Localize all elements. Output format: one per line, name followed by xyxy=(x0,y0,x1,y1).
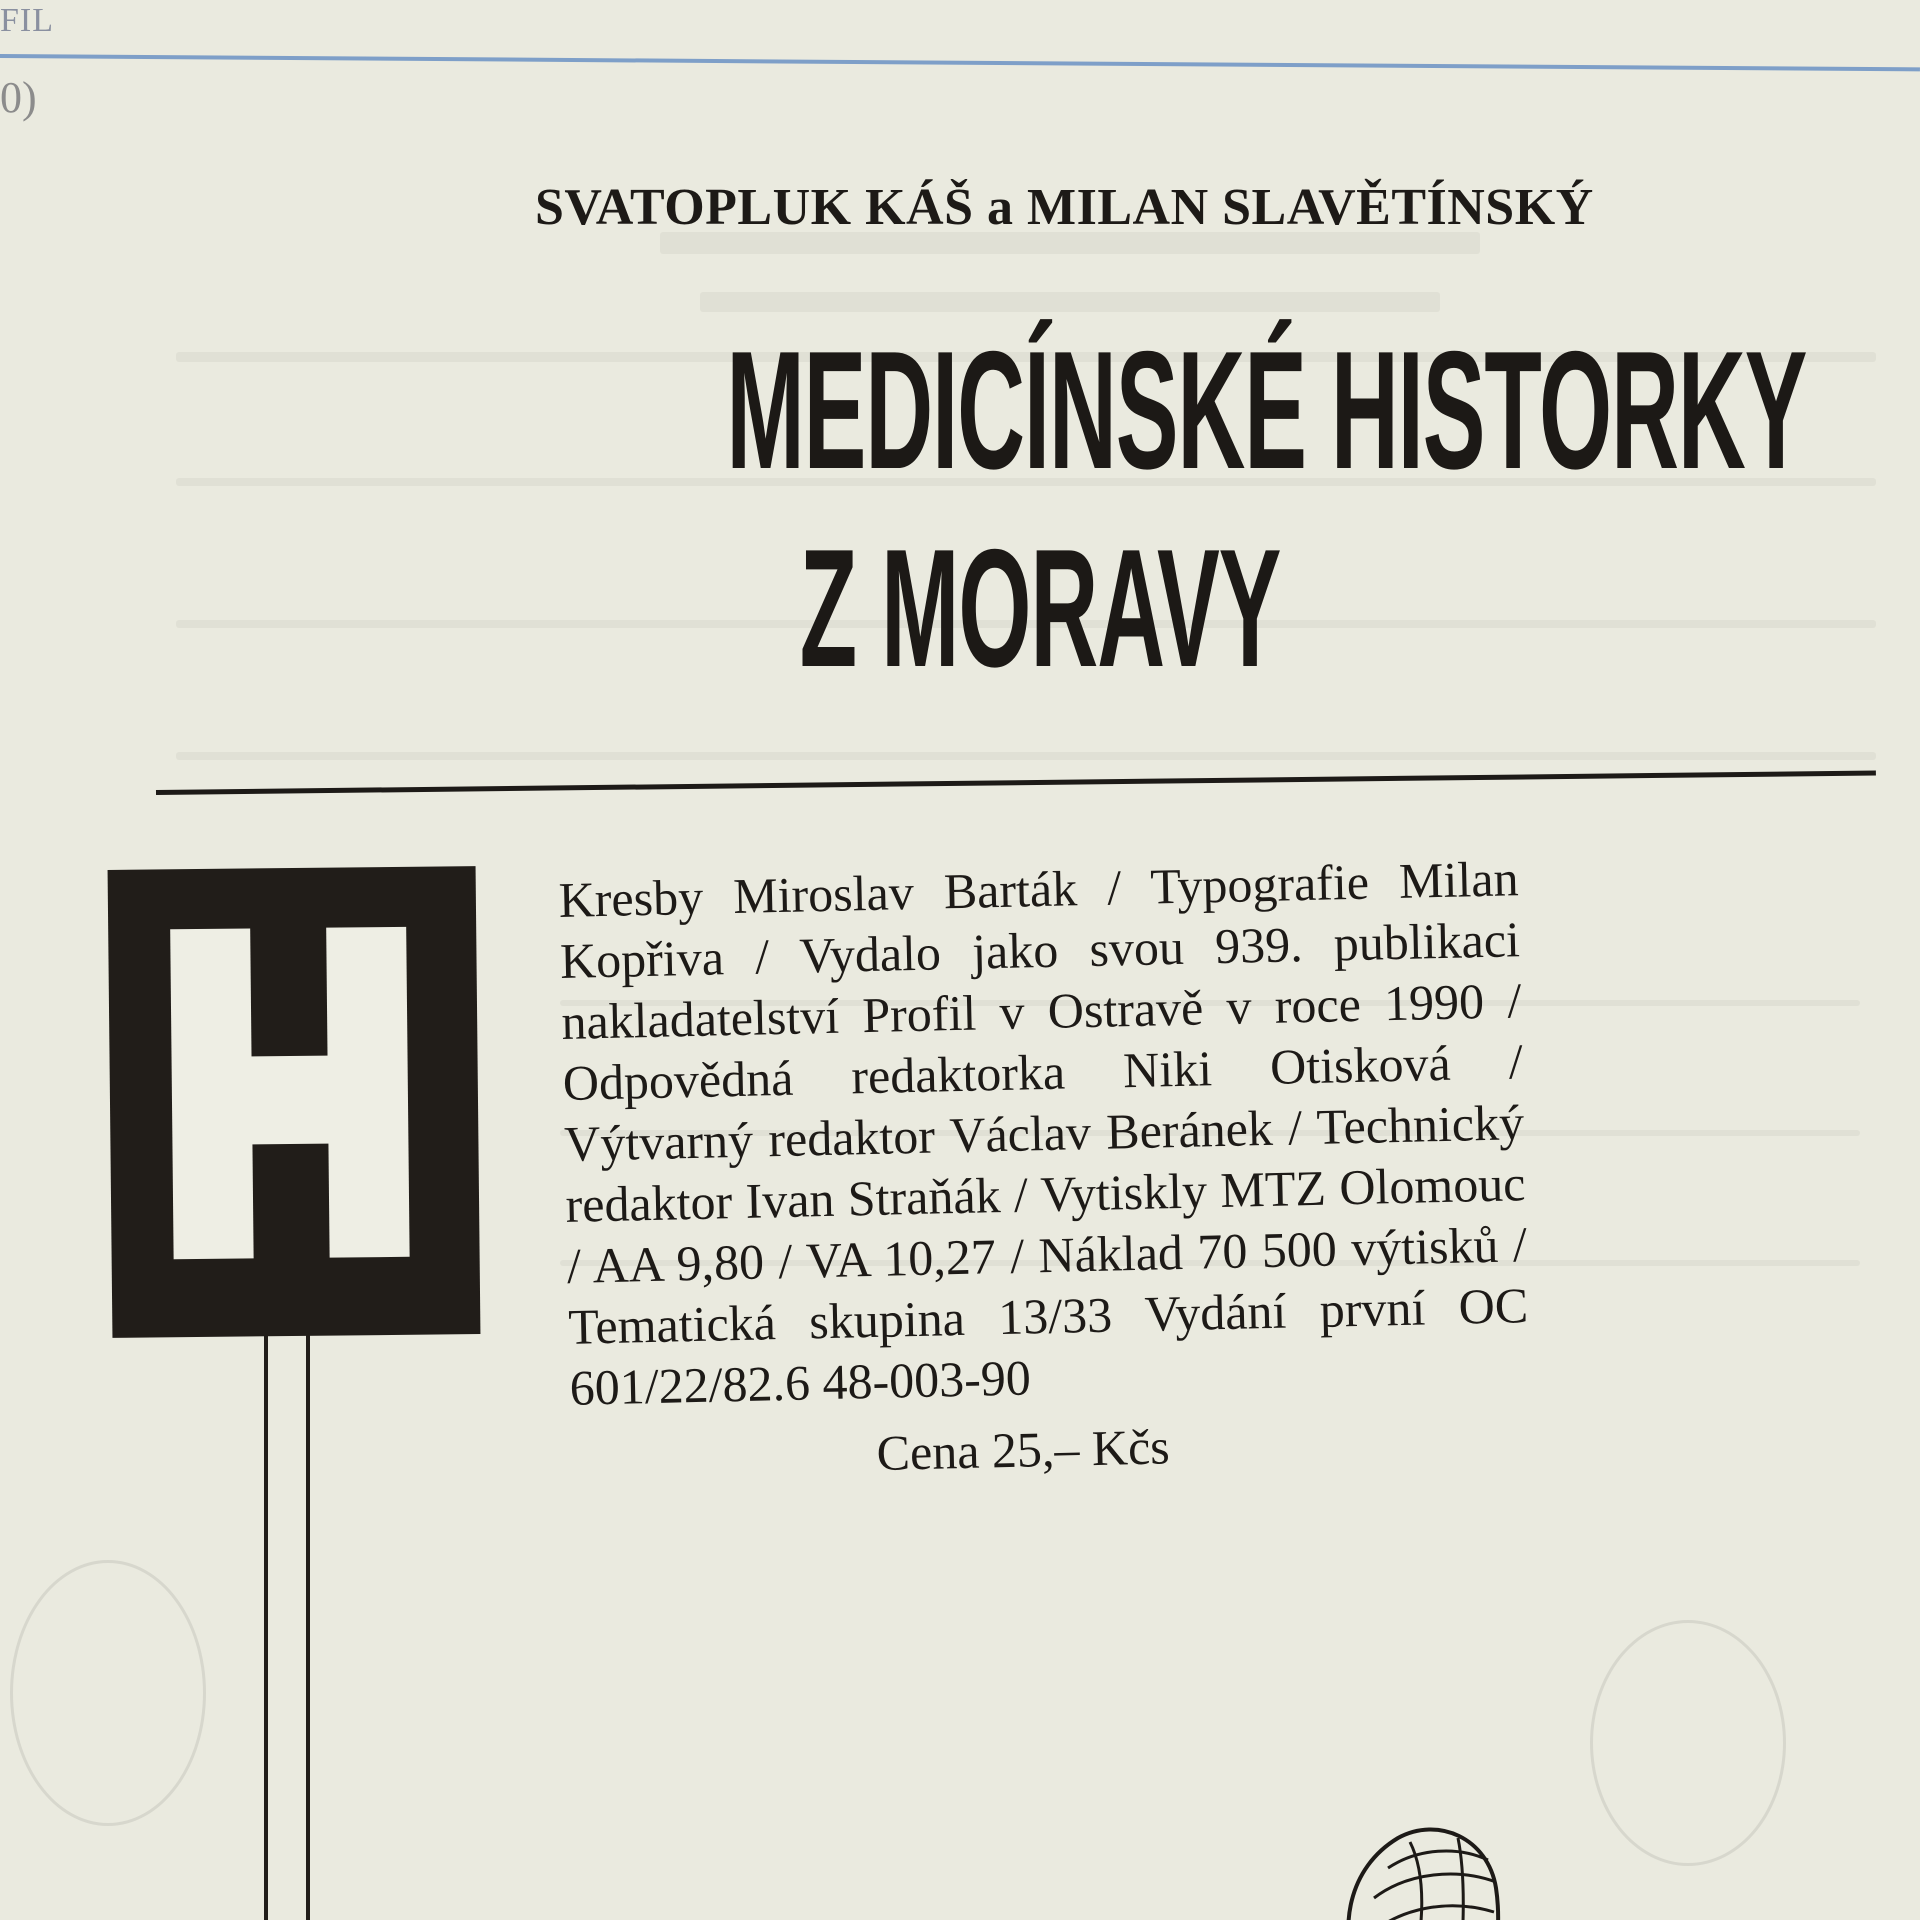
corner-text-fragment: FIL xyxy=(0,2,54,39)
book-authors: SVATOPLUK KÁŠ a MILAN SLAVĚTÍNSKÝ xyxy=(535,179,1594,236)
show-through-line xyxy=(700,292,1440,312)
corner-paren-fragment: 0) xyxy=(0,73,37,122)
book-title xyxy=(726,316,1807,702)
book-title-line-2: Z MORAVY xyxy=(799,514,1281,702)
show-through-sketch xyxy=(10,1560,206,1826)
show-through-sketch xyxy=(1590,1620,1786,1866)
title-divider-rule xyxy=(156,770,1876,795)
book-title-line-1: MEDICÍNSKÉ HISTORKY xyxy=(726,316,1807,504)
show-through-line xyxy=(176,752,1876,760)
sign-letter-h xyxy=(170,927,409,1259)
price-text: Cena 25,– Kčs xyxy=(876,1418,1171,1481)
hospital-sign-icon xyxy=(108,866,481,1338)
bandaged-head-illustration xyxy=(1318,1808,1508,1920)
sign-pole-left xyxy=(264,1330,268,1920)
sign-pole-right xyxy=(306,1330,310,1920)
imprint-text: Kresby Miroslav Barták / Typografie Milan Kopřiva / Vydalo jako svou 939. publikaci nakladatelství Profil v Ostravě v roce 1990 / Odpovědná redaktorka Niki Otisková / Výtvarný redaktor Václav Beránek / Technický redaktor Ivan Straňák / Vytiskly MTZ Olomouc / AA 9,80 / VA 10,27 / Náklad 70 500 výtisků / Tematická skupina 13/33 Vydání první OC 601/22/82.6 48-003-90 xyxy=(558,850,1529,1416)
corner-blue-rule xyxy=(0,54,1920,71)
